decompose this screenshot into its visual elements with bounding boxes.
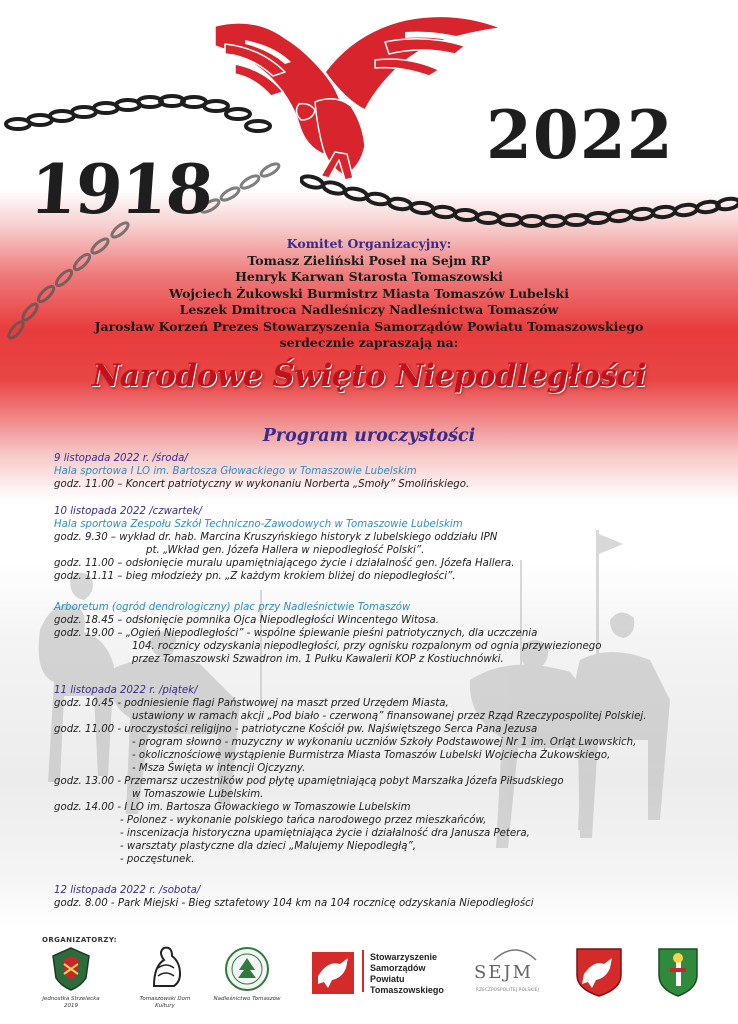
program-line: godz. 8.00 - Park Miejski - Bieg sztafetowy 104 km na 104 rocznicę odzyskania Niepodległości (54, 898, 534, 909)
program-line: godz. 14.00 - I LO im. Bartosza Głowackiego w Tomaszowie Lubelskim (54, 802, 411, 813)
program-line: 10 listopada 2022 /czwartek/ (54, 506, 202, 517)
program-line: - poczęstunek. (120, 854, 195, 865)
program-line: - warsztaty plastyczne dla dzieci „Malujemy Niepodległą”, (120, 841, 416, 852)
program-line: - Polonez - wykonanie polskiego tańca narodowego przez mieszkańców, (120, 815, 487, 826)
logo-caption: Nadleśnictwo Tomaszów (213, 996, 281, 1002)
program-line: godz. 10.45 - podniesienie flagi Państwowej na maszt przed Urzędem Miasta, (54, 698, 449, 709)
program-line: godz. 11.00 – odsłonięcie muralu upamiętniającego życie i działalność gen. Józefa Hallera. (54, 558, 515, 569)
committee-heading: Komitet Organizacyjny: (286, 236, 452, 251)
logo-caption: Jednostka Strzelecka 2019 (42, 996, 100, 1009)
program-line: 11 listopada 2022 r. /piątek/ (54, 685, 198, 696)
program-line: - program słowno - muzyczny w wykonaniu uczniów Szkoły Podstawowej Nr 1 im. Orląt Lwowskich, (132, 737, 637, 748)
program-line: 12 listopada 2022 r. /sobota/ (54, 885, 201, 896)
eagle-icon (205, 12, 515, 192)
association-emblem-icon (310, 950, 356, 996)
program-line: godz. 13.00 - Przemarsz uczestników pod płytę upamiętniającą pobyt Marszałka Józefa Piłsudskiego (54, 776, 564, 787)
program-line: godz. 9.30 – wykład dr. hab. Marcina Kruszyńskiego historyk z lubelskiego oddziału IPN (54, 532, 498, 543)
program-line: godz. 19.00 – „Ogień Niepodległości” - wspólne śpiewanie pieśni patriotycznych, dla uczczenia (54, 628, 538, 639)
sejm-logo-subtext: RZECZPOSPOLITEJ POLSKIEJ (476, 987, 540, 992)
program-line: godz. 11.11 – bieg młodzieży pn. „Z każdym krokiem bliżej do niepodległości”. (54, 571, 456, 582)
program-line: ustawiony w ramach akcji „Pod biało - czerwoną” finansowanej przez Rząd Rzeczypospolitej Polskiej. (132, 711, 647, 722)
program-line: - okolicznościowe wystąpienie Burmistrza Miasta Tomaszów Lubelski Wojciecha Żukowskiego, (132, 750, 611, 761)
program-line: przez Tomaszowski Szwadron im. 1 Pułku Kawalerii KOP z Kostiuchnówki. (132, 654, 504, 665)
year-2022: 2022 (486, 96, 674, 174)
program-line: 9 listopada 2022 r. /środa/ (54, 453, 188, 464)
association-name-line: Tomaszowskiego (370, 985, 444, 995)
program-line: Hala sportowa Zespołu Szkół Techniczno-Zawodowych w Tomaszowie Lubelskim (54, 519, 463, 530)
committee-member: Jarosław Korzeń Prezes Stowarzyszenia Samorządów Powiatu Tomaszowskiego (94, 318, 644, 334)
program-title: Program uroczystości (262, 426, 476, 446)
committee-member: Wojciech Żukowski Burmistrz Miasta Tomaszów Lubelski (169, 285, 569, 301)
program-line: 104. rocznicy odzyskania niepodległości, przy ognisku rozpalonym od ognia przywiezionego (132, 641, 602, 652)
shooting-unit-logo-icon (48, 946, 94, 992)
association-divider (362, 950, 364, 992)
program-line: pt. „Wkład gen. Józefa Hallera w niepodległość Polski”. (146, 545, 425, 556)
town-coat-of-arms-icon (656, 946, 700, 998)
county-coat-of-arms-icon (574, 946, 624, 998)
invite-text: serdecznie zapraszają na: (279, 335, 459, 350)
organizers-label: ORGANIZATORZY: (42, 936, 117, 944)
year-1918: 1918 (27, 150, 215, 230)
sejm-logo-text: SEJM (474, 962, 534, 983)
program-line: godz. 11.00 - uroczystości religijno - patriotyczne Kościół pw. Najświętszego Serca Pana Jezusa (54, 724, 538, 735)
association-name-line: Stowarzyszenie (370, 952, 438, 962)
program-line: w Tomaszowie Lubelskim. (132, 789, 264, 800)
committee-member: Leszek Dmitroca Nadleśniczy Nadleśnictwa Tomaszów (179, 302, 559, 317)
program-line: godz. 11.00 – Koncert patriotyczny w wykonaniu Norberta „Smoły” Smolińskiego. (54, 479, 470, 490)
organizing-committee (0, 236, 738, 352)
program-line: Hala sportowa I LO im. Bartosza Głowackiego w Tomaszowie Lubelskim (54, 466, 417, 477)
committee-member: Tomasz Zieliński Poseł na Sejm RP (247, 252, 491, 268)
sejm-dome-icon (490, 946, 540, 962)
association-name (370, 952, 444, 996)
association-name-line: Powiatu (370, 974, 405, 984)
program-line: - inscenizacja historyczna upamiętniająca życie i działalność dra Janusza Petera, (120, 828, 530, 839)
program-line: godz. 18.45 – odsłonięcie pomnika Ojca Niepodległości Wincentego Witosa. (54, 615, 439, 626)
logo-caption: Tomaszowski Dom Kultury (139, 996, 191, 1009)
program-line: - Msza Święta w intencji Ojczyzny. (132, 763, 306, 774)
association-name-line: Samorządów (370, 963, 426, 973)
program-line: Arboretum (ogród dendrologiczny) plac przy Nadleśnictwie Tomaszów (54, 602, 411, 613)
forestry-logo-icon (224, 946, 270, 992)
event-title: Narodowe Święto Niepodległości (91, 358, 647, 394)
culture-house-logo-icon (146, 946, 186, 990)
committee-member: Henryk Karwan Starosta Tomaszowski (235, 269, 503, 284)
